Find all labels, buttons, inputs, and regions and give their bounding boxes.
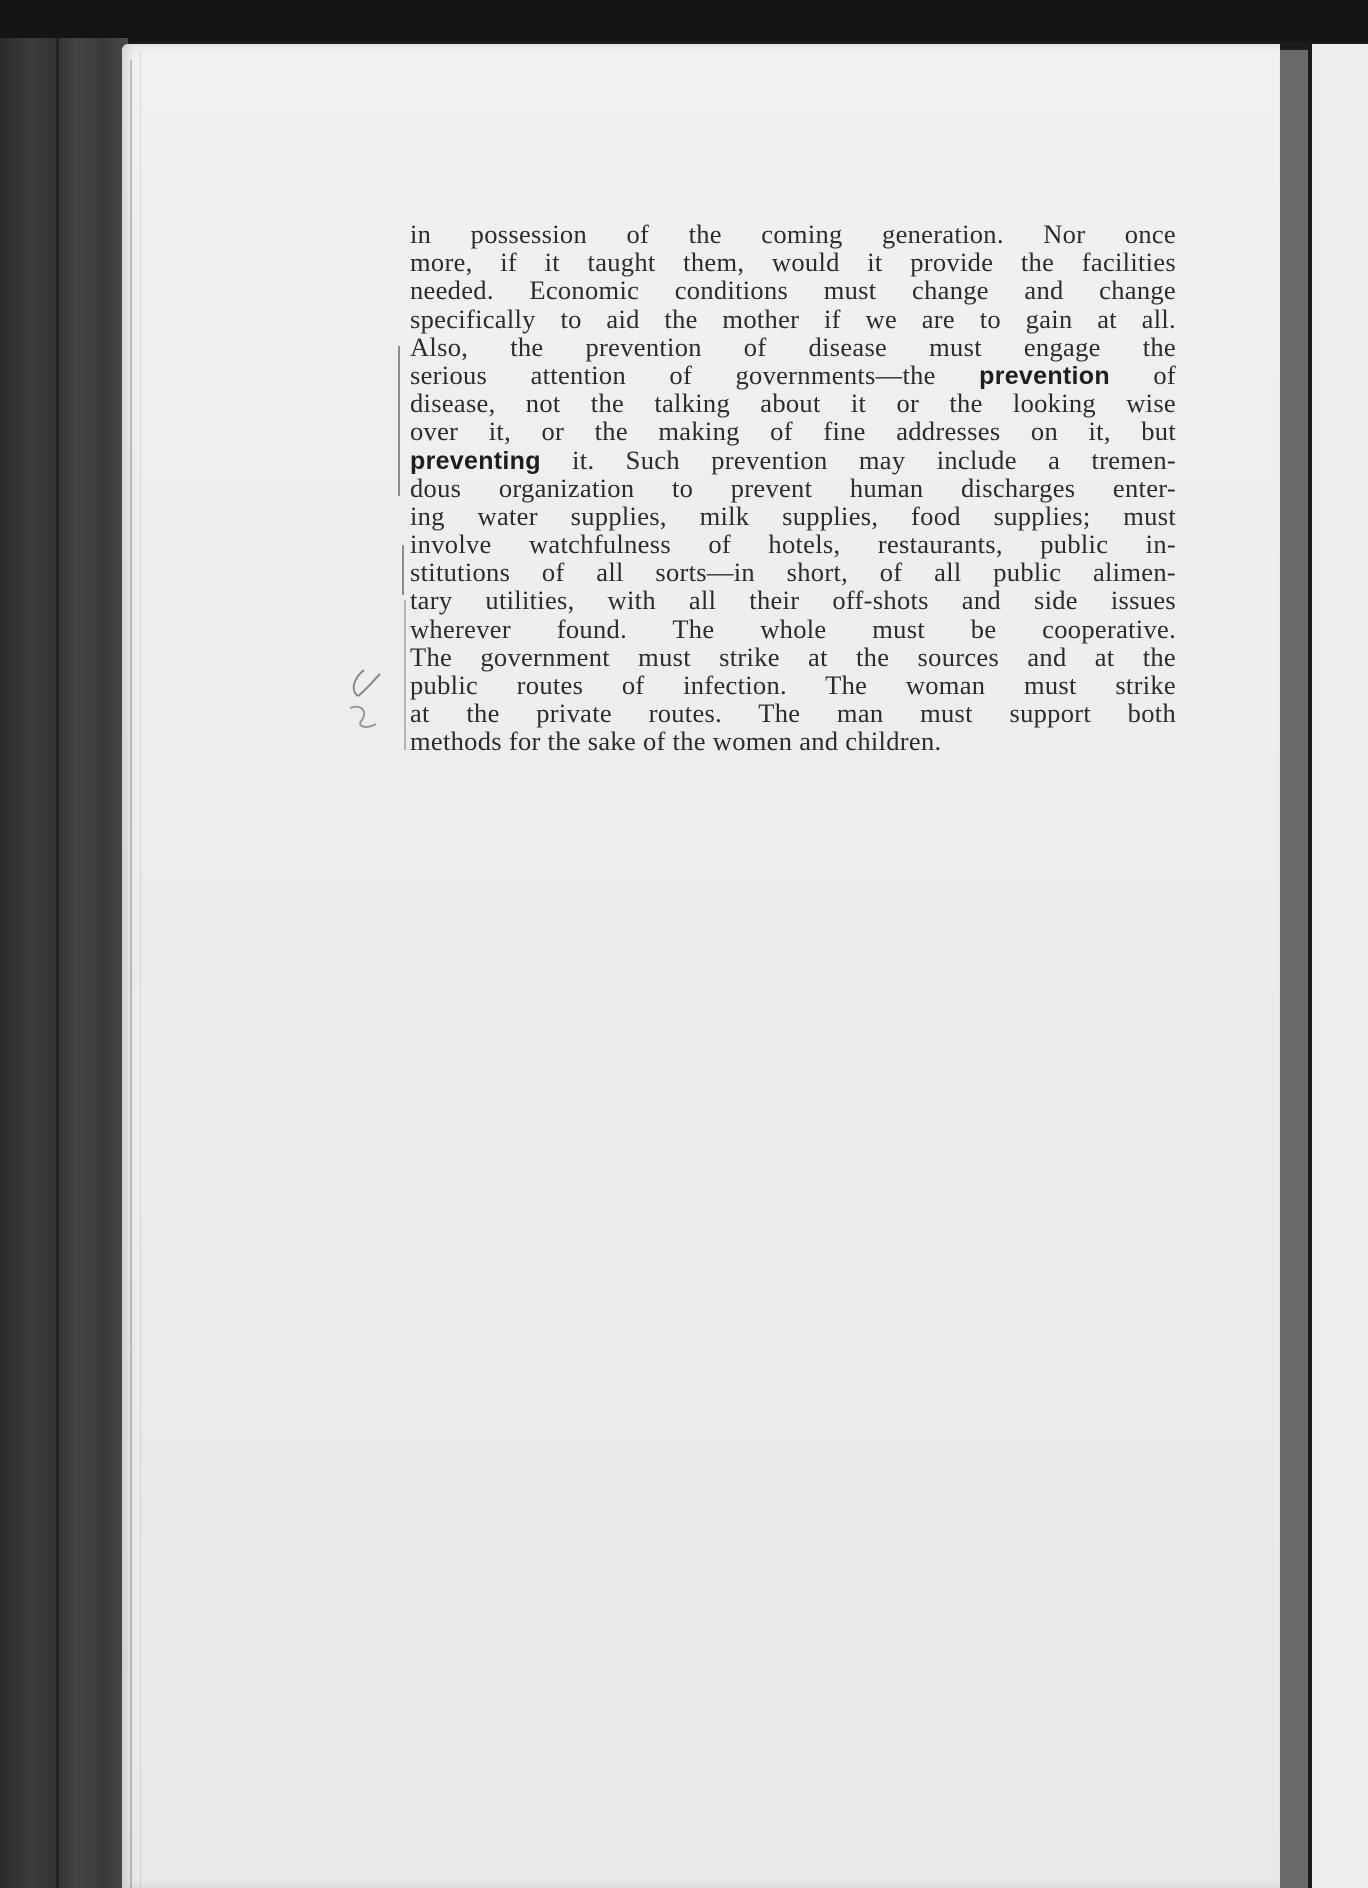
spine-groove: [56, 38, 59, 1888]
text-run: methods for the sake of the women and children.: [410, 726, 942, 757]
text-line: [410, 727, 1176, 755]
text-run: specifically to aid the mother if we are to gain at all.: [410, 303, 1176, 334]
book-spine: [0, 38, 128, 1888]
text-line: [410, 220, 1176, 248]
margin-pencil-line: [398, 346, 400, 496]
emphasized-word: preventing: [410, 446, 541, 475]
text-run: at the private routes. The man must support both: [410, 698, 1176, 729]
text-line: [410, 417, 1176, 445]
text-line: [410, 446, 1176, 474]
page-right-edge: [1280, 50, 1308, 1888]
text-run: over it, or the making of fine addresses on it, but: [410, 416, 1176, 447]
text-line: [410, 558, 1176, 586]
text-run: The government must strike at the sources and at the: [410, 641, 1176, 672]
text-run: Also, the prevention of disease must engage the: [410, 331, 1176, 362]
text-run: it. Such prevention may include a tremen-: [540, 444, 1176, 475]
text-run: wherever found. The whole must be cooperative.: [410, 613, 1176, 644]
margin-pencil-scribble-icon: [336, 660, 406, 740]
page-edge-line-inner: [140, 52, 141, 1888]
scan-top-border: [0, 0, 1368, 42]
text-line: [410, 361, 1176, 389]
text-run: needed. Economic conditions must change and change: [410, 275, 1176, 306]
text-run: in possession of the coming generation. Nor once: [410, 219, 1176, 249]
text-run: of: [1109, 359, 1176, 390]
text-run: stitutions of all sorts—in short, of all public alimen-: [410, 557, 1176, 588]
emphasized-word: prevention: [979, 361, 1110, 390]
text-line: [410, 671, 1176, 699]
text-run: tary utilities, with all their off-shots and side issues: [410, 585, 1176, 616]
text-run: public routes of infection. The woman must strike: [410, 670, 1176, 700]
text-line: [410, 502, 1176, 530]
text-line: [410, 389, 1176, 417]
text-run: involve watchfulness of hotels, restaurants, public in-: [410, 529, 1176, 560]
body-text: [410, 220, 1176, 756]
text-line: [410, 305, 1176, 333]
margin-pencil-line: [402, 545, 404, 595]
text-run: more, if it taught them, would it provide the facilities: [410, 247, 1176, 278]
text-run: serious attention of governments—the: [410, 359, 980, 390]
text-line: [410, 586, 1176, 614]
text-line: [410, 276, 1176, 304]
text-line: [410, 615, 1176, 643]
text-run: dous organization to prevent human discharges enter-: [410, 472, 1176, 503]
text-run: ing water supplies, milk supplies, food supplies; must: [410, 500, 1176, 531]
text-line: [410, 699, 1176, 727]
text-line: [410, 643, 1176, 671]
text-run: disease, not the talking about it or the looking wise: [410, 388, 1176, 419]
text-line: [410, 248, 1176, 276]
adjacent-page-sliver: [1312, 44, 1368, 1888]
text-line: [410, 530, 1176, 558]
text-line: [410, 333, 1176, 361]
text-line: [410, 474, 1176, 502]
page-edge-line: [130, 60, 132, 1888]
